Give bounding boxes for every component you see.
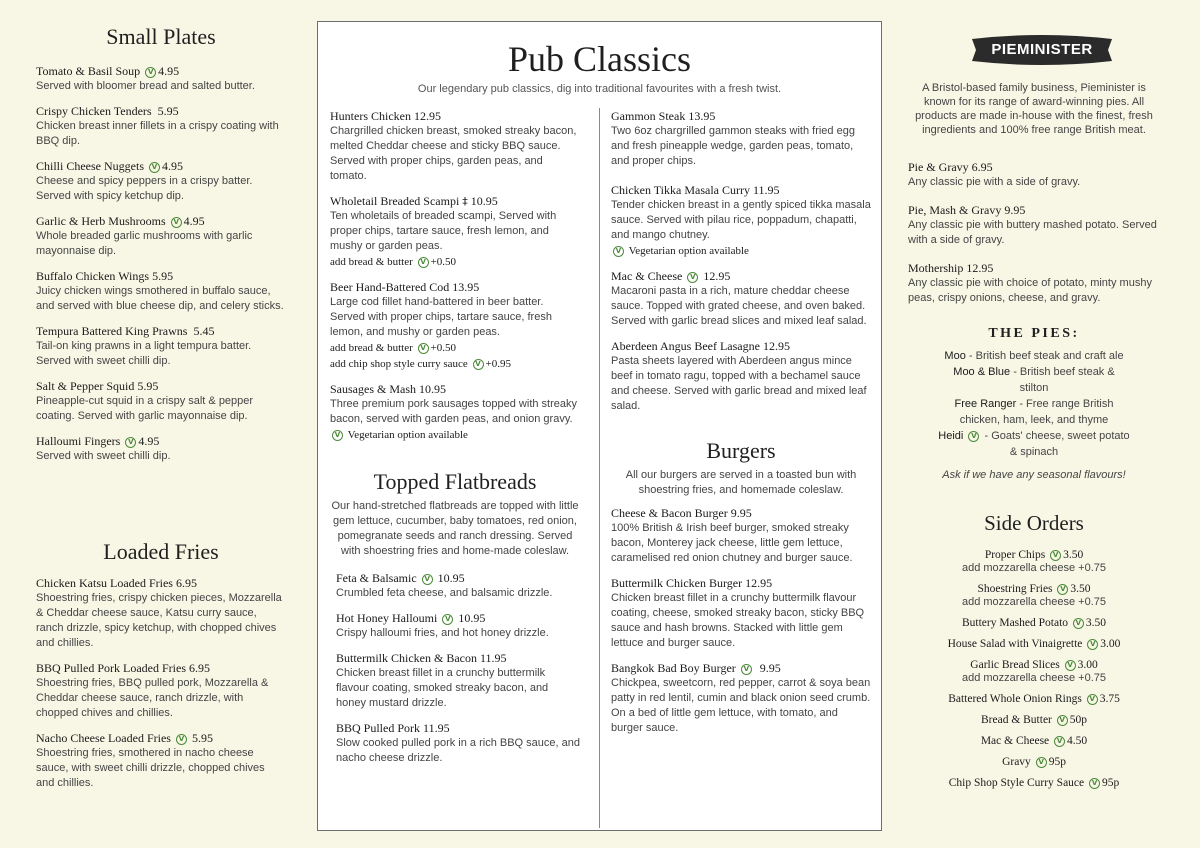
- menu-item: [611, 506, 871, 566]
- veg-option: Vegetarian option available: [347, 429, 468, 441]
- item-desc: Served with sweet chilli dip.: [36, 450, 171, 462]
- item-name: Buttermilk Chicken & Bacon: [336, 651, 477, 665]
- side-name: Shoestring Fries: [977, 583, 1053, 595]
- menu-item: [908, 203, 1160, 248]
- side-price: 3.50: [1063, 549, 1084, 561]
- item-name: Mothership: [908, 261, 964, 275]
- item-price: 9.95: [1004, 203, 1026, 217]
- item-desc: Pasta sheets layered with Aberdeen angus mince beef in tomato ragu, topped with a bechamel sauce and cheese. Served with garlic bread and mixed leaf salad.: [611, 355, 867, 412]
- item-desc: Shoestring fries, smothered in nacho cheese sauce, with sweet chilli drizzle, chopped chives and chillies.: [36, 747, 265, 789]
- menu-item: [36, 379, 286, 424]
- vegetarian-icon: V: [176, 734, 187, 745]
- pie-flavour: [938, 348, 1130, 364]
- menu-item: [611, 109, 871, 169]
- vegetarian-icon: V: [1057, 584, 1068, 595]
- item-name: Pie, Mash & Gravy: [908, 203, 1002, 217]
- loaded-fries-list: [36, 576, 286, 801]
- side-name: Proper Chips: [984, 549, 1046, 561]
- extra-label: add bread & butter: [330, 256, 413, 268]
- item-desc: Chargrilled chicken breast, smoked streaky bacon, melted Cheddar cheese and sticky BBQ sauce. Served with proper chips, garden peas, and tomato.: [330, 125, 577, 182]
- veg-option: Vegetarian option available: [628, 245, 749, 257]
- item-name: Crispy Chicken Tenders: [36, 104, 152, 118]
- menu-item: [36, 269, 286, 314]
- item-price: 6.95: [175, 576, 197, 590]
- loaded-fries-title: Loaded Fries: [103, 539, 219, 564]
- flatbreads-title: Topped Flatbreads: [373, 469, 537, 494]
- item-price: 4.95: [162, 159, 183, 173]
- item-price: 10.95: [437, 571, 465, 585]
- pieminister-about: A Bristol-based family business, Pieminister is known for its range of award-winning pies. All products are made in-house with the finest, fresh ingredients and 100% free range British meat.: [915, 82, 1153, 136]
- item-name: Salt & Pepper Squid: [36, 379, 135, 393]
- side-item: [908, 637, 1160, 651]
- item-price: 5.95: [157, 104, 179, 118]
- pub-classics-intro: Our legendary pub classics, dig into traditional favourites with a fresh twist.: [417, 83, 782, 95]
- vegetarian-icon: V: [1065, 660, 1076, 671]
- vegetarian-icon: V: [687, 272, 698, 283]
- item-name: Pie & Gravy: [908, 160, 969, 174]
- pie-desc: - Goats' cheese, sweet potato & spinach: [981, 430, 1130, 458]
- pieminister-logo: [968, 33, 1116, 67]
- item-desc: Tail-on king prawns in a light tempura batter. Served with sweet chilli dip.: [36, 340, 252, 367]
- item-name: BBQ Pulled Pork Loaded Fries: [36, 661, 186, 675]
- menu-item: [36, 64, 286, 94]
- item-desc: Crumbled feta cheese, and balsamic drizzle.: [336, 587, 553, 599]
- item-price: 5.95: [191, 731, 213, 745]
- item-price: 9.95: [730, 506, 752, 520]
- item-name: Beer Hand-Battered Cod: [330, 280, 450, 294]
- pub-classics-right: [611, 109, 871, 746]
- menu-item: [611, 661, 871, 736]
- item-name: Buffalo Chicken Wings: [36, 269, 150, 283]
- menu-item: [36, 104, 286, 149]
- side-price: 3.75: [1099, 693, 1120, 705]
- item-desc: Any classic pie with buttery mashed potato. Served with a side of gravy.: [908, 219, 1157, 246]
- vegetarian-icon: V: [1036, 757, 1047, 768]
- double-dagger-icon: ‡: [462, 195, 468, 208]
- item-name: BBQ Pulled Pork: [336, 721, 421, 735]
- item-name: Tempura Battered King Prawns: [36, 324, 188, 338]
- menu-item: [330, 280, 580, 372]
- item-desc: Served with bloomer bread and salted butter.: [36, 80, 255, 92]
- vegetarian-icon: V: [1054, 736, 1065, 747]
- side-add: add mozzarella cheese +0.75: [961, 596, 1106, 608]
- menu-item: [611, 269, 871, 329]
- side-name: Gravy: [1002, 756, 1031, 768]
- vegetarian-icon: V: [171, 217, 182, 228]
- vegetarian-icon: V: [125, 437, 136, 448]
- item-desc: Crispy halloumi fries, and hot honey drizzle.: [336, 627, 549, 639]
- vegetarian-icon: V: [473, 359, 484, 370]
- side-item: [908, 692, 1160, 706]
- item-desc: Three premium pork sausages topped with streaky bacon, served with garden peas, and onion gravy.: [330, 398, 578, 425]
- side-item: [908, 616, 1160, 630]
- flatbreads-intro: Our hand-stretched flatbreads are topped with little gem lettuce, cucumber, baby tomatoes, red onion, pomegranate seeds and ranch dressing. Served with shoestring fries and home-made coleslaw.: [331, 500, 579, 557]
- side-item: [908, 755, 1160, 769]
- seasonal-note: Ask if we have any seasonal flavours!: [942, 469, 1126, 481]
- item-desc: Chicken breast fillet in a crunchy buttermilk flavour coating, cheese, smoked streaky bacon, sticky BBQ sauce and hash browns. Stacked with little gem lettuce and burger sauce.: [611, 592, 865, 649]
- item-price: 4.95: [158, 64, 180, 78]
- item-name: Gammon Steak: [611, 109, 686, 123]
- side-name: Battered Whole Onion Rings: [948, 693, 1082, 705]
- burgers-title: Burgers: [706, 438, 776, 463]
- item-name: Wholetail Breaded Scampi: [330, 194, 460, 208]
- item-name: Chicken Tikka Masala Curry: [611, 183, 750, 197]
- pub-classics-title: Pub Classics: [507, 39, 692, 79]
- menu-item: [36, 731, 286, 791]
- side-orders-list: [908, 548, 1160, 797]
- item-desc: Cheese and spicy peppers in a crispy batter. Served with spicy ketchup dip.: [36, 175, 253, 202]
- pie-name: Free Ranger: [954, 398, 1017, 410]
- item-price: 10.95: [470, 194, 498, 208]
- extra-price: +0.95: [485, 358, 511, 370]
- menu-item: [336, 651, 580, 711]
- menu-item: [908, 261, 1160, 306]
- menu-item: [336, 571, 580, 601]
- item-name: Mac & Cheese: [611, 269, 683, 283]
- pie-desc: - British beef steak and craft ale: [965, 350, 1124, 362]
- vegetarian-icon: V: [1087, 639, 1098, 650]
- item-desc: Pineapple-cut squid in a crispy salt & pepper coating. Served with garlic mayonnaise dip.: [36, 395, 254, 422]
- vegetarian-icon: V: [418, 257, 429, 268]
- side-item: [908, 713, 1160, 727]
- column-divider: [599, 108, 600, 828]
- the-pies-section: [908, 326, 1160, 482]
- menu-item: [330, 382, 580, 443]
- the-pies-title: THE PIES:: [988, 326, 1080, 341]
- vegetarian-icon: V: [332, 430, 343, 441]
- pie-name: Moo & Blue: [953, 366, 1011, 378]
- item-desc: Chicken breast inner fillets in a crispy coating with BBQ dip.: [36, 120, 279, 147]
- side-name: Chip Shop Style Curry Sauce: [948, 777, 1085, 789]
- item-price: 4.95: [183, 214, 205, 228]
- item-desc: Large cod fillet hand-battered in beer batter. Served with proper chips, tartare sauce, fresh lemon, and mushy or garden peas.: [330, 296, 552, 338]
- pie-flavour: [938, 396, 1130, 428]
- item-price: 13.95: [452, 280, 480, 294]
- item-price: 12.95: [762, 339, 790, 353]
- item-desc: Chickpea, sweetcorn, red pepper, carrot & soya bean patty in red lentil, cumin and black onion seed crumb. On a bed of little gem lettuce, with tomato, and burger sauce.: [611, 677, 871, 734]
- menu-item: [36, 434, 286, 464]
- item-desc: Two 6oz chargrilled gammon steaks with fried egg and fresh pineapple wedge, garden peas, tomato, and proper chips.: [611, 125, 855, 167]
- menu-item: [330, 194, 580, 270]
- item-desc: Slow cooked pulled pork in a rich BBQ sauce, and nacho cheese drizzle.: [336, 737, 580, 764]
- flatbreads-list: [330, 571, 580, 766]
- item-desc: Any classic pie with choice of potato, minty mushy peas, crispy onions, cheese, and gravy.: [908, 277, 1152, 304]
- pie-flavour: [938, 428, 1130, 460]
- side-item: [908, 582, 1160, 609]
- item-name: Buttermilk Chicken Burger: [611, 576, 743, 590]
- vegetarian-icon: V: [442, 614, 453, 625]
- vegetarian-icon: V: [145, 67, 156, 78]
- side-item: [908, 658, 1160, 685]
- vegetarian-icon: V: [741, 664, 752, 675]
- side-add: add mozzarella cheese +0.75: [961, 672, 1106, 684]
- item-desc: Chicken breast fillet in a crunchy buttermilk flavour coating, smoked streaky bacon, and honey mustard drizzle.: [336, 667, 549, 709]
- menu-item: [36, 661, 286, 721]
- item-price: 5.95: [137, 379, 159, 393]
- menu-item: [611, 576, 871, 651]
- item-extra: [330, 340, 580, 356]
- item-price: 12.95: [745, 576, 773, 590]
- item-extra: [330, 356, 580, 372]
- item-desc: 100% British & Irish beef burger, smoked streaky bacon, Monterey jack cheese, little gem lettuce, caramelised red onion chutney and burger sauce.: [611, 522, 853, 564]
- item-price: 10.95: [458, 611, 486, 625]
- side-item: [908, 548, 1160, 575]
- item-price: 5.45: [193, 324, 215, 338]
- item-extra: [330, 254, 580, 270]
- side-price: 4.50: [1067, 735, 1088, 747]
- side-orders-title: Side Orders: [984, 511, 1084, 535]
- burgers-intro: All our burgers are served in a toasted bun with shoestring fries, and homemade coleslaw.: [625, 469, 857, 496]
- menu-item: [336, 611, 580, 641]
- item-name: Feta & Balsamic: [336, 571, 417, 585]
- menu-item: [611, 183, 871, 259]
- item-name: Nacho Cheese Loaded Fries: [36, 731, 171, 745]
- item-price: 12.95: [966, 261, 994, 275]
- item-price: 6.95: [189, 661, 210, 675]
- extra-price: +0.50: [430, 342, 456, 354]
- extra-label: add chip shop style curry sauce: [330, 358, 468, 370]
- item-name: Aberdeen Angus Beef Lasagne: [611, 339, 760, 353]
- item-price: 10.95: [419, 382, 446, 396]
- item-price: 9.95: [759, 661, 781, 675]
- side-add: add mozzarella cheese +0.75: [961, 562, 1106, 574]
- menu-item: [36, 324, 286, 369]
- item-price: 4.95: [138, 434, 160, 448]
- pie-flavour: [938, 364, 1130, 396]
- item-price: 5.95: [152, 269, 174, 283]
- item-desc: Any classic pie with a side of gravy.: [908, 176, 1081, 188]
- pie-name: Heidi: [938, 430, 964, 442]
- pie-items-list: [908, 160, 1160, 316]
- side-item: [908, 776, 1160, 790]
- extra-label: add bread & butter: [330, 342, 413, 354]
- logo-text: PIEMINISTER: [991, 41, 1093, 58]
- pie-name: Moo: [944, 350, 966, 362]
- vegetarian-icon: V: [613, 246, 624, 257]
- side-name: Buttery Mashed Potato: [961, 617, 1069, 629]
- vegetarian-icon: V: [1087, 694, 1098, 705]
- item-price: 12.95: [703, 269, 731, 283]
- pub-classics-left: [330, 109, 580, 776]
- item-price: 11.95: [753, 183, 780, 197]
- menu-item: [908, 160, 1160, 190]
- pub-classics-panel: [317, 21, 882, 831]
- pie-desc: - Free range British chicken, ham, leek, and thyme: [959, 398, 1114, 426]
- vegetarian-icon: V: [1050, 550, 1061, 561]
- item-desc: Tender chicken breast in a gently spiced tikka masala sauce. Served with pilau rice, poppadum, chapatti, and mango chutney.: [611, 199, 871, 241]
- side-price: 3.00: [1077, 659, 1098, 671]
- vegetarian-icon: V: [149, 162, 160, 173]
- pie-desc: - British beef steak & stilton: [1010, 366, 1115, 394]
- item-desc: Shoestring fries, crispy chicken pieces, Mozzarella & Cheddar cheese sauce, Katsu curry sauce, ranch drizzle, spicy ketchup, with chopped chives and chillies.: [36, 592, 282, 649]
- side-name: Garlic Bread Slices: [970, 659, 1060, 671]
- side-price: 3.50: [1085, 617, 1107, 629]
- item-desc: Ten wholetails of breaded scampi, Served with proper chips, tartare sauce, fresh lemon, and mushy or garden peas.: [330, 210, 557, 252]
- side-price: 3.00: [1100, 638, 1121, 650]
- item-price: 11.95: [479, 651, 507, 665]
- item-desc: Shoestring fries, BBQ pulled pork, Mozzarella & Cheddar cheese sauce, ranch drizzle, with chopped chives and chillies.: [36, 677, 269, 719]
- vegetarian-icon: V: [968, 431, 979, 442]
- item-price: 13.95: [688, 109, 716, 123]
- item-name: Tomato & Basil Soup: [36, 64, 141, 78]
- side-name: House Salad with Vinaigrette: [947, 638, 1083, 650]
- menu-item: [36, 159, 286, 204]
- vegetarian-icon: V: [1057, 715, 1068, 726]
- side-price: 50p: [1069, 714, 1088, 726]
- vegetarian-icon: V: [422, 574, 433, 585]
- vegetarian-icon: V: [418, 343, 429, 354]
- item-name: Chilli Cheese Nuggets: [36, 159, 144, 173]
- small-plates-title: Small Plates: [106, 24, 216, 49]
- side-price: 3.50: [1070, 583, 1091, 595]
- menu-item: [330, 109, 580, 184]
- side-item: [908, 734, 1160, 748]
- extra-price: +0.50: [430, 256, 456, 268]
- item-price: 6.95: [971, 160, 993, 174]
- item-name: Hot Honey Halloumi: [336, 611, 438, 625]
- item-name: Cheese & Bacon Burger: [611, 506, 728, 520]
- side-name: Bread & Butter: [980, 714, 1052, 726]
- menu-item: [336, 721, 580, 766]
- item-extra: [330, 427, 580, 443]
- item-extra: [611, 243, 871, 259]
- menu-item: [36, 214, 286, 259]
- item-desc: Juicy chicken wings smothered in buffalo sauce, and served with blue cheese dip, and celery sticks.: [36, 285, 284, 312]
- item-name: Chicken Katsu Loaded Fries: [36, 576, 173, 590]
- menu-item: [36, 576, 286, 651]
- side-name: Mac & Cheese: [980, 735, 1050, 747]
- item-price: 12.95: [413, 109, 441, 123]
- item-name: Sausages & Mash: [330, 382, 416, 396]
- item-desc: Macaroni pasta in a rich, mature cheddar cheese sauce. Topped with grated cheese, and oven baked. Served with garlic bread slices and mixed leaf salad.: [611, 285, 867, 327]
- side-price: 95p: [1102, 777, 1120, 789]
- side-price: 95p: [1048, 756, 1066, 768]
- vegetarian-icon: V: [1089, 778, 1100, 789]
- item-name: Garlic & Herb Mushrooms: [36, 214, 166, 228]
- item-price: 11.95: [423, 721, 450, 735]
- item-desc: Whole breaded garlic mushrooms with garlic mayonnaise dip.: [36, 230, 253, 257]
- vegetarian-icon: V: [1073, 618, 1084, 629]
- item-name: Bangkok Bad Boy Burger: [611, 661, 736, 675]
- item-name: Hunters Chicken: [330, 109, 411, 123]
- item-name: Halloumi Fingers: [36, 434, 121, 448]
- small-plates-list: [36, 64, 286, 474]
- menu-item: [611, 339, 871, 414]
